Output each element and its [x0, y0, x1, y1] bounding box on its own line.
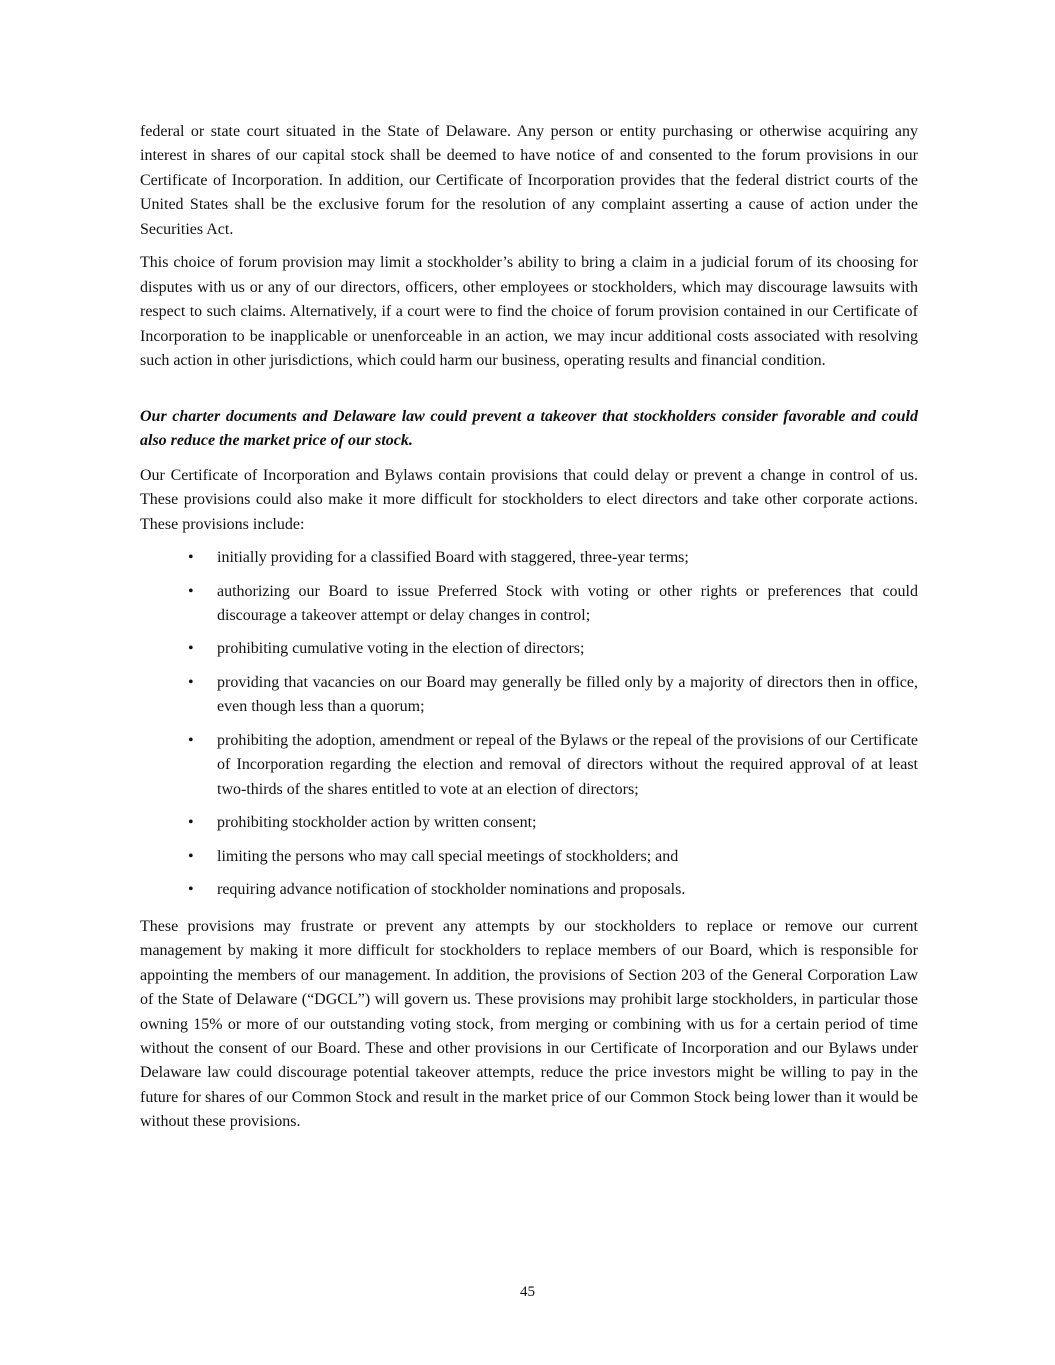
bullet-icon: •: [188, 582, 194, 600]
bullet-icon: •: [188, 549, 194, 567]
list-item-text: limiting the persons who may call special meetings of stockholders; and: [217, 847, 679, 865]
section-heading-charter-documents: Our charter documents and Delaware law could prevent a takeover that stockholders consider favorable and could also reduce the market price of our stock.: [140, 407, 918, 450]
bullet-icon: •: [188, 640, 194, 658]
page-content: [140, 120, 918, 1144]
paragraph-forum-provisions: federal or state court situated in the State of Delaware. Any person or entity purchasing or otherwise acquiring any interest in shares of our capital stock shall be deemed to have notice of and consented to the forum provisions in our Certificate of Incorporation. In addition, our Certificate of Incorporation provides that the federal district courts of the United States shall be the exclusive forum for the resolution of any complaint asserting a cause of action under the Securities Act.: [140, 123, 918, 238]
bullet-icon: •: [188, 814, 194, 832]
bullet-icon: •: [188, 731, 194, 749]
list-item-text: authorizing our Board to issue Preferred Stock with voting or other rights or preferences that could discourage a takeover attempt or delay changes in control;: [217, 582, 918, 624]
list-item-text: providing that vacancies on our Board may generally be filled only by a majority of directors then in office, even though less than a quorum;: [217, 673, 918, 716]
list-item: [140, 878, 918, 902]
paragraph-section-203: These provisions may frustrate or prevent any attempts by our stockholders to replace or remove our current management by making it more difficult for stockholders to replace members of our Board, which is responsible for appointing the members of our management. In addition, the provisions of Section 203 of the General Corporation Law of the State of Delaware (“DGCL”) will govern us. These provisions may prohibit large stockholders, in particular those owning 15% or more of our outstanding voting stock, from merging or combining with us for a certain period of time without the consent of our Board. These and other provisions in our Certificate of Incorporation and our Bylaws under Delaware law could discourage potential takeover attempts, reduce the price investors might be willing to pay in the future for shares of our Common Stock and result in the market price of our Common Stock being lower than it would be without these provisions.: [140, 917, 918, 1131]
paragraph-choice-of-forum: This choice of forum provision may limit a stockholder’s ability to bring a claim in a judicial forum of its choosing for disputes with us or any of our directors, officers, other employees or stockholders, which may discourage lawsuits with respect to such claims. Alternatively, if a court were to find the choice of forum provision contained in our Certificate of Incorporation to be inapplicable or unenforceable in an action, we may incur additional costs associated with resolving such action in other jurisdictions, which could harm our business, operating results and financial condition.: [140, 254, 918, 370]
list-item: [140, 580, 918, 629]
list-item: [140, 845, 918, 869]
list-item-text: requiring advance notification of stockholder nominations and proposals.: [217, 881, 686, 899]
list-item: [140, 671, 918, 720]
page-number: 45: [520, 1284, 535, 1300]
paragraph-provisions-intro: Our Certificate of Incorporation and Bylaws contain provisions that could delay or prevent a change in control of us. These provisions could also make it more difficult for stockholders to elect directors and take other corporate actions. These provisions include:: [140, 466, 918, 533]
list-item: [140, 546, 918, 570]
provisions-bullet-list: [140, 546, 918, 903]
list-item: [140, 637, 918, 661]
list-item: [140, 811, 918, 835]
list-item-text: initially providing for a classified Board with staggered, three-year terms;: [217, 549, 689, 567]
list-item-text: prohibiting stockholder action by written consent;: [217, 814, 537, 832]
list-item: [140, 729, 918, 802]
bullet-icon: •: [188, 673, 194, 691]
list-item-text: prohibiting cumulative voting in the election of directors;: [217, 640, 585, 658]
list-item-text: prohibiting the adoption, amendment or repeal of the Bylaws or the repeal of the provisions of our Certificate of Incorporation regarding the election and removal of directors without the required approval of at least two-thirds of the shares entitled to vote at an election of directors;: [217, 731, 918, 798]
bullet-icon: •: [188, 847, 194, 865]
bullet-icon: •: [188, 881, 194, 899]
